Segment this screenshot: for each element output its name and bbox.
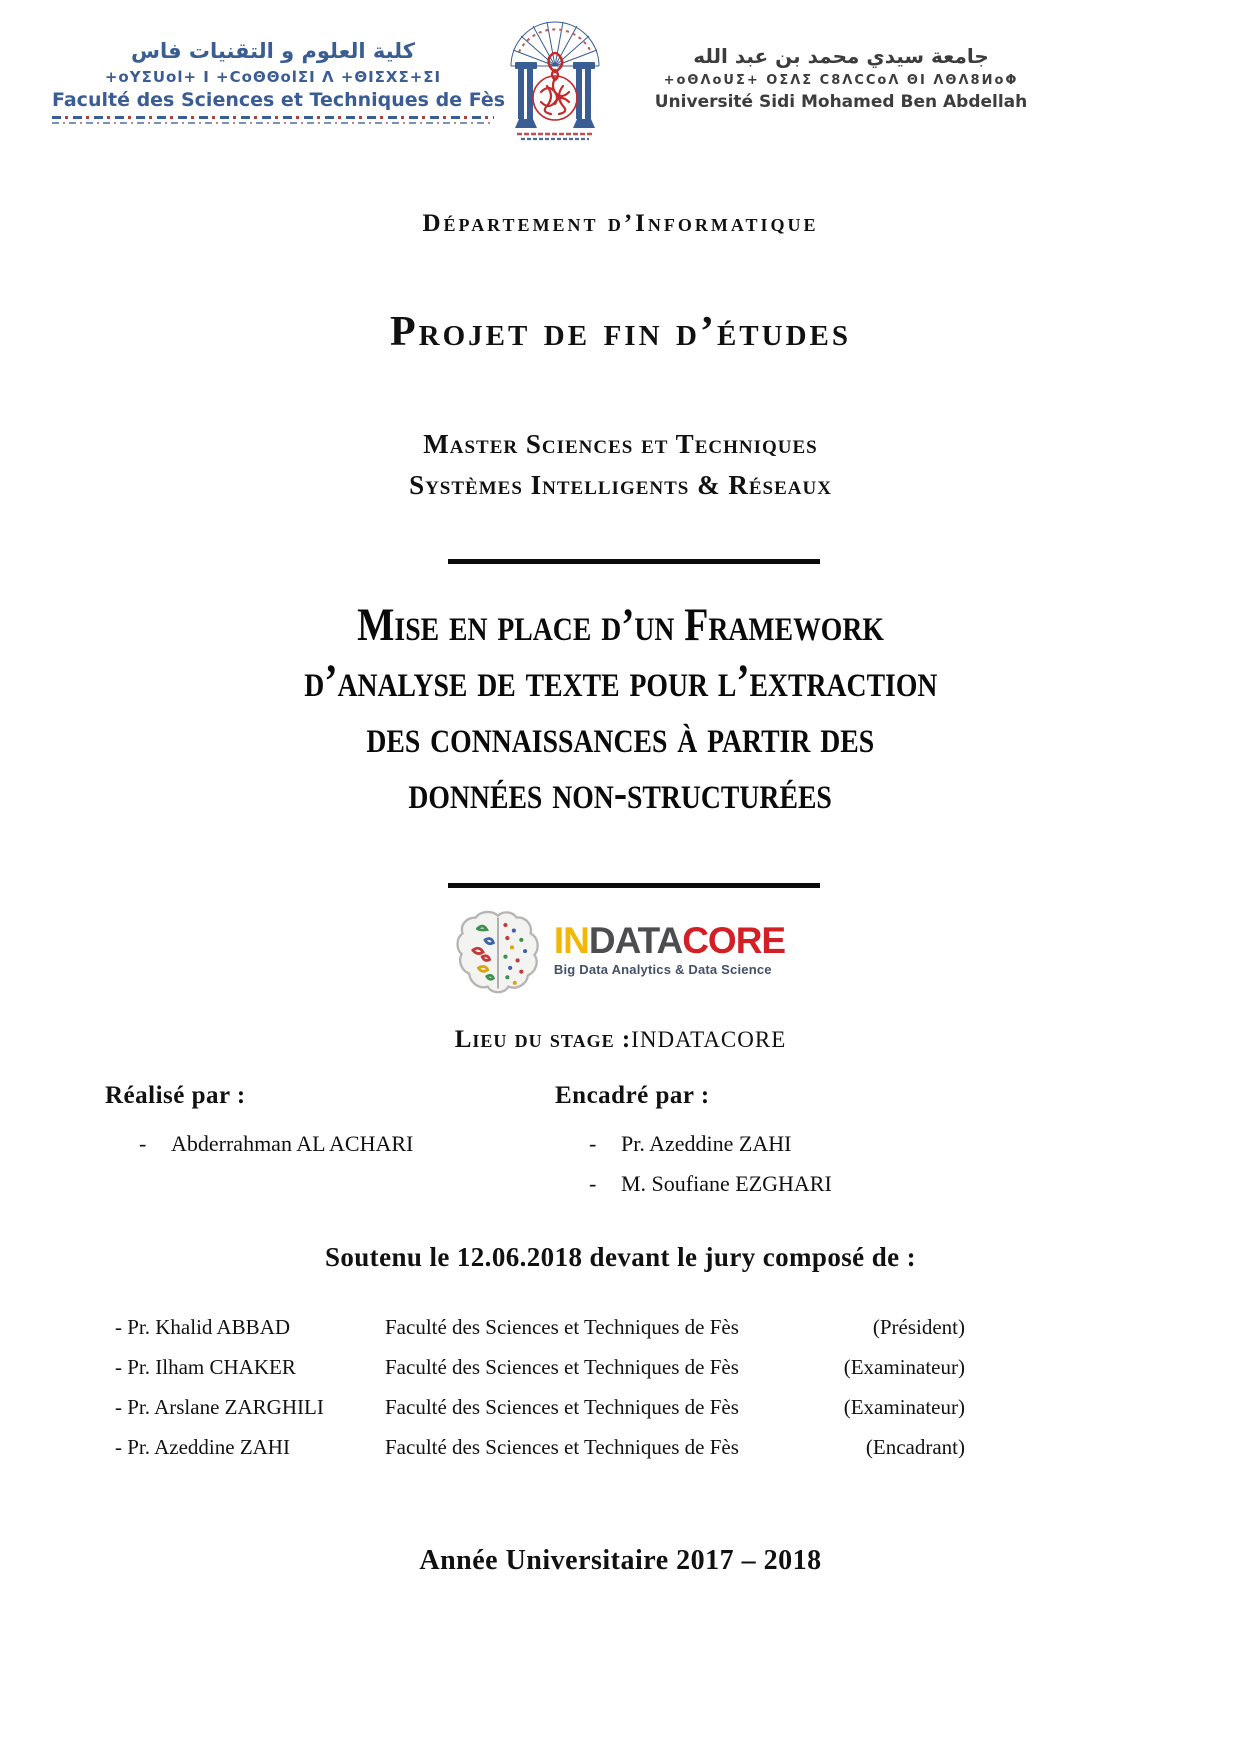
supervisor-heading: Encadré par :: [555, 1082, 710, 1109]
supervisor-name: M. Soufiane EZGHARI: [621, 1171, 832, 1196]
bullet-dash: -: [139, 1131, 147, 1156]
internship-location-value: INDATACORE: [631, 1027, 787, 1052]
wordmark-data: DATA: [588, 920, 683, 961]
author-item: [105, 1124, 505, 1164]
bullet-dash: -: [115, 1395, 122, 1419]
usmba-logo: [648, 42, 1034, 114]
fst-address-line: [52, 116, 494, 119]
jury-member-name: - Pr. Azeddine ZAHI: [115, 1435, 290, 1459]
jury-table: [115, 1307, 965, 1467]
program-line-1: Master Sciences et Techniques: [423, 429, 818, 459]
thesis-title-line-2: d’analyse de texte pour l’extraction: [303, 655, 938, 707]
jury-member-name: - Pr. Ilham CHAKER: [115, 1355, 296, 1379]
academic-year: Année Universitaire 2017 – 2018: [419, 1545, 822, 1576]
defense-heading: Soutenu le 12.06.2018 devant le jury composé de :: [324, 1242, 917, 1272]
usmba-french-name: Université Sidi Mohamed Ben Abdellah: [654, 92, 1028, 112]
jury-row: [115, 1387, 965, 1427]
wordmark-core: CORE: [682, 920, 786, 961]
jury-member-name: - Pr. Arslane ZARGHILI: [115, 1395, 324, 1419]
internship-location-label: Lieu du stage :: [454, 1026, 632, 1053]
jury-member-role: (Examinateur): [843, 1395, 965, 1419]
jury-row: [115, 1347, 965, 1387]
bullet-dash: -: [115, 1355, 122, 1379]
section-divider-bottom: [448, 883, 820, 888]
jury-member-role: (Président): [872, 1315, 965, 1339]
supervisor-name: Pr. Azeddine ZAHI: [621, 1131, 792, 1156]
bullet-dash: -: [589, 1131, 597, 1156]
indatacore-tagline: Big Data Analytics & Data Science: [553, 962, 772, 977]
jury-member-role: (Examinateur): [843, 1355, 965, 1379]
supervisor-item: [555, 1164, 995, 1204]
jury-member-affiliation: Faculté des Sciences et Techniques de Fès: [385, 1315, 739, 1339]
usmba-emblem-icon: [503, 12, 607, 144]
thesis-title-line-4: données non-structurées: [408, 767, 833, 819]
internship-location: [0, 1026, 1241, 1054]
supervisor-item: [555, 1124, 995, 1164]
indatacore-logo: [0, 906, 1241, 1000]
usmba-arabic-name: جامعة سيدي محمد بن عبد الله: [693, 44, 989, 68]
author-heading: Réalisé par :: [105, 1082, 246, 1109]
fst-french-name: Faculté des Sciences et Techniques de Fès: [52, 89, 506, 111]
jury-row: [115, 1307, 965, 1347]
brain-icon: [456, 906, 540, 1000]
fst-fes-logo: [52, 36, 506, 124]
wordmark-in: IN: [553, 920, 589, 961]
thesis-title: [0, 597, 1241, 821]
program-line-2: Systèmes Intelligents & Réseaux: [409, 470, 832, 500]
jury-member-affiliation: Faculté des Sciences et Techniques de Fès: [385, 1355, 739, 1379]
indatacore-wordmark-block: [554, 906, 785, 977]
fst-tifinagh-name: +oYΣUol+ I +CoΘΘolΣI Λ +ΘIΣXΣ+ΣI: [104, 68, 442, 86]
jury-member-affiliation: Faculté des Sciences et Techniques de Fès: [385, 1395, 739, 1419]
section-divider-top: [448, 559, 820, 564]
supervisor-section: [555, 1082, 995, 1204]
bullet-dash: -: [115, 1315, 122, 1339]
jury-member-name: - Pr. Khalid ABBAD: [115, 1315, 291, 1339]
thesis-title-line-1: Mise en place d’un Framework: [357, 599, 884, 651]
thesis-title-line-3: des connaissances à partir des: [366, 711, 875, 763]
indatacore-wordmark: [554, 922, 785, 960]
fst-arabic-name: كلية العلوم و التقنيات فاس: [131, 39, 415, 63]
document-type-title: Projet de fin d’études: [389, 309, 852, 355]
jury-member-affiliation: Faculté des Sciences et Techniques de Fès: [385, 1435, 739, 1459]
department-title: Département d’Informatique: [422, 210, 819, 237]
bullet-dash: -: [589, 1171, 597, 1196]
fst-address-line2: [52, 122, 494, 124]
bullet-dash: -: [115, 1435, 122, 1459]
author-section: [105, 1082, 505, 1164]
program-name: [0, 424, 1241, 506]
author-name: Abderrahman AL ACHARI: [171, 1131, 414, 1156]
jury-member-role: (Encadrant): [865, 1435, 965, 1459]
usmba-tifinagh-name: +oΘΛoUΣ+ ΟΣΛΣ C8ΛCCoΛ ΘI ΛΘΛ8ИoΦ: [663, 73, 1019, 88]
jury-row: [115, 1427, 965, 1467]
